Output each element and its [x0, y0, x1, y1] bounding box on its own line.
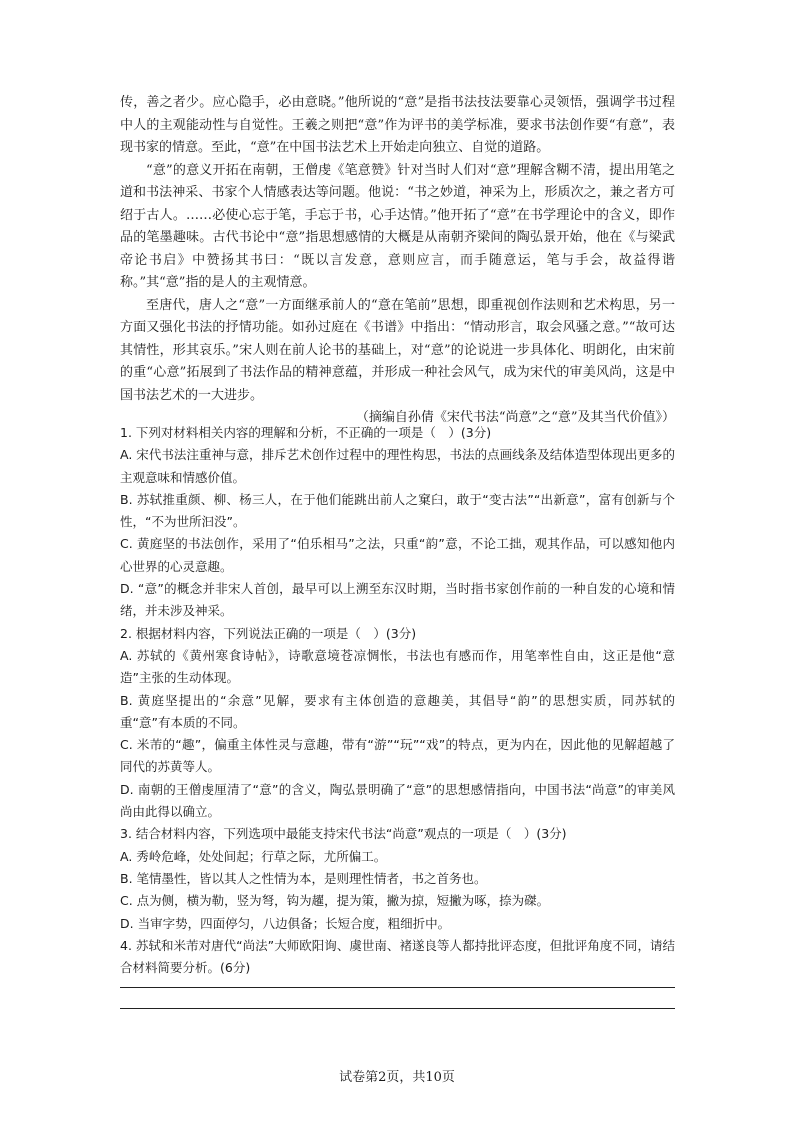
- question-option: B. 苏轼推重颜、柳、杨三人，在于他们能跳出前人之窠臼，敢于“变古法”“出新意”，富有创新与个性，“不为世所汩没”。: [120, 491, 675, 530]
- question-stem: 4. 苏轼和米芾对唐代“尚法”大师欧阳询、虞世南、褚遂良等人都持批评态度，但批评角度不同，请结合材料简要分析。(6分): [120, 937, 675, 976]
- answer-line[interactable]: [120, 1008, 675, 1009]
- question-stem: 3. 结合材料内容，下列选项中最能支持宋代书法“尚意”观点的一项是（ ）(3分): [120, 826, 567, 842]
- question-list: [120, 422, 675, 979]
- question-option: A. 秀岭危峰，处处间起；行草之际，尤所偏工。: [120, 848, 387, 864]
- question-stem: 2. 根据材料内容，下列说法正确的一项是（ ）(3分): [120, 625, 417, 641]
- question-option: B. 黄庭坚提出的“余意”见解，要求有主体创造的意趣美，其倡导“韵”的思想实质，同苏轼的重“意”有本质的不同。: [120, 692, 675, 730]
- question-option: A. 宋代书法注重神与意，排斥艺术创作过程中的理性构思，书法的点画线条及结体造型体现出更多的主观意味和情感价值。: [120, 447, 675, 485]
- question-option: C. 点为侧，横为勒，竖为弩，钩为趯，提为策，撇为掠，短撇为啄，捺为磔。: [120, 893, 550, 909]
- question-option: A. 苏轼的《黄州寒食诗帖》，诗歌意境苍凉惆怅，书法也有感而作，用笔率性自由，这正是他“意造”主张的生动体现。: [120, 647, 675, 686]
- question-option: C. 黄庭坚的书法创作，采用了“伯乐相马”之法，只重“韵”意，不论工拙，观其作品，可以感知他内心世界的心灵意趣。: [120, 536, 675, 574]
- passage-paragraph: “意”的意义开拓在南朝，王僧虔《笔意赞》针对当时人们对“意”理解含糊不清，提出用笔之道和书法神采、书家个人情感表达等问题。他说：“书之妙道，神采为上，形质次之，兼之者方可绍于古人。……必使心忘于笔，手忘于书，心手达情。”他开拓了“意”在书学理论中的含义，即作品的笔墨趣味。古代书论中“意”指思想感情的大概是从南朝齐梁间的陶弘景开始，他在《与梁武帝论书启》中赞扬其书曰：“既以言发意，意则应言，而手随意运，笔与手会，故益得谐称。”其“意”指的是人的主观情意。: [120, 162, 675, 290]
- question-option: D. “意”的概念并非宋人首创，最早可以上溯至东汉时期，当时指书家创作前的一种自发的心境和情绪，并未涉及神采。: [120, 581, 675, 619]
- passage-paragraph: 至唐代，唐人之“意”一方面继承前人的“意在笔前”思想，即重视创作法则和艺术构思，另一方面又强化书法的抒情功能。如孙过庭在《书谱》中指出：“情动形言，取会风骚之意。”“故可达其情性，形其哀乐。”宋人则在前人论书的基础上，对“意”的论说进一步具体化、明朗化，由宋前的重“心意”拓展到了书法作品的精神意蕴，并形成一种社会风气，成为宋代的审美风尚，这是中国书法艺术的一大进步。: [120, 297, 675, 403]
- question-option: B. 笔情墨性，皆以其人之性情为本，是则理性情者，书之首务也。: [120, 870, 487, 886]
- question-option: C. 米芾的“趣”，偏重主体性灵与意趣，带有“游”“玩”“戏”的特点，更为内在，因此他的见解超越了同代的苏黄等人。: [120, 737, 675, 775]
- passage-source: （摘编自孙倩《宋代书法“尚意”之“意”及其当代价值》）: [355, 410, 675, 425]
- passage-paragraph: 传，善之者少。应心隐手，必由意晓。”他所说的“意”是指书法技法要靠心灵领悟，强调学书过程中人的主观能动性与自觉性。王羲之则把“意”作为评书的美学标准，要求书法创作要“有意”，表现书家的情意。至此，“意”在中国书法艺术上开始走向独立、自觉的道路。: [120, 95, 675, 155]
- answer-line[interactable]: [120, 987, 675, 988]
- page-footer: 试卷第2页，共10页: [339, 1070, 455, 1085]
- question-option: D. 南朝的王僧虔厘清了“意”的含义，陶弘景明确了“意”的思想感情指向，中国书法“尚意”的审美风尚由此得以确立。: [120, 781, 675, 820]
- reading-passage: [120, 92, 675, 430]
- question-stem: 1. 下列对材料相关内容的理解和分析，不正确的一项是（ ）(3分): [120, 425, 492, 440]
- question-option: D. 当审字势，四面停匀，八边俱备；长短合度，粗细折中。: [120, 915, 451, 931]
